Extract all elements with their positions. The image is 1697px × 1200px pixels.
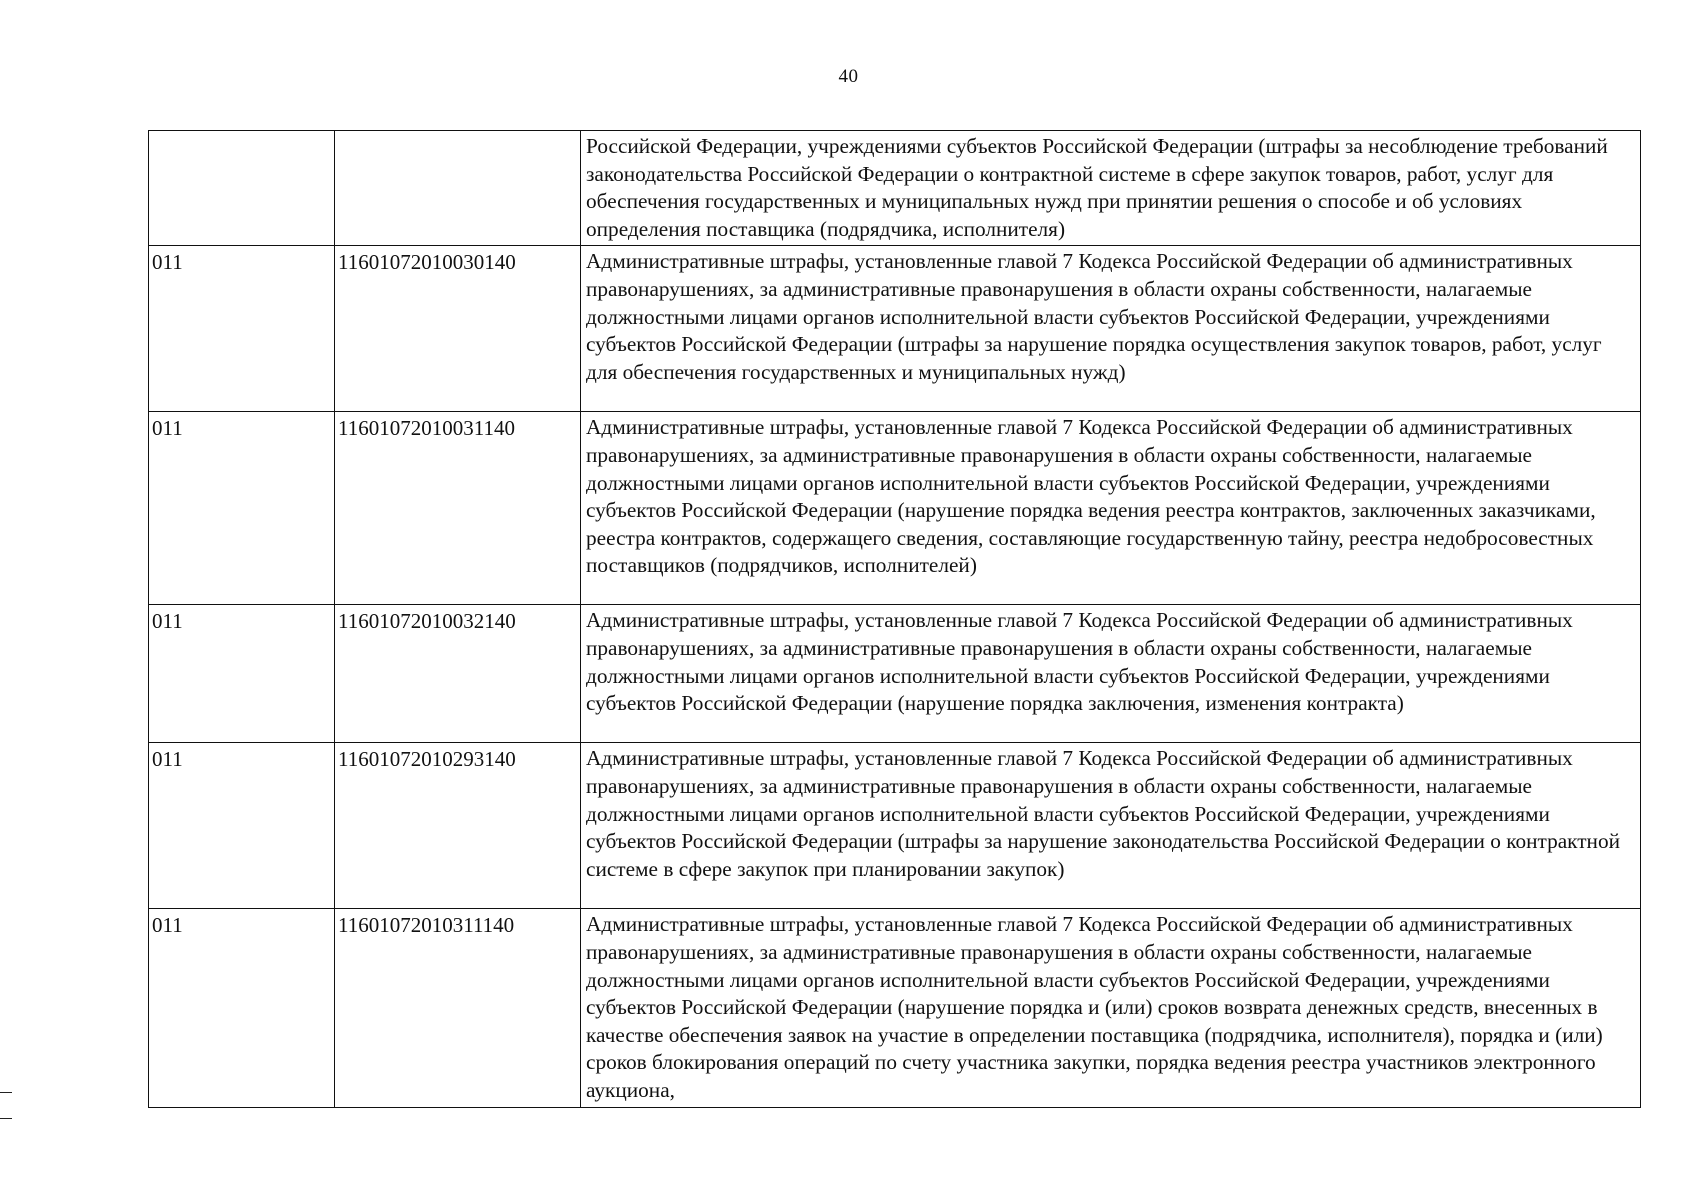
budget-codes-table [148,130,1641,1108]
budget-classification-code-cell: 11601072010311140 [335,909,581,1107]
table-row [149,743,1641,909]
revenue-description-cell: Административные штрафы, установленные главой 7 Кодекса Российской Федерации об административных правонарушениях, за административные правонарушения в области охраны собственности, налагаемые должностными лицами органов исполнительной власти субъектов Российской Федерации, учреждениями субъектов Российской Федерации (нарушение порядка ведения реестра контрактов, заключенных заказчиками, реестра контрактов, содержащего сведения, составляющие государственную тайну, реестра недобросовестных поставщиков (подрядчиков, исполнителей) [581,412,1641,605]
revenue-description-cell: Административные штрафы, установленные главой 7 Кодекса Российской Федерации об административных правонарушениях, за административные правонарушения в области охраны собственности, налагаемые должностными лицами органов исполнительной власти субъектов Российской Федерации, учреждениями субъектов Российской Федерации (штрафы за нарушение законодательства Российской Федерации о контрактной системе в сфере закупок при планировании закупок) [581,743,1641,909]
administrator-code-cell: 011 [149,909,335,1107]
revenue-description-cell: Административные штрафы, установленные главой 7 Кодекса Российской Федерации об административных правонарушениях, за административные правонарушения в области охраны собственности, налагаемые должностными лицами органов исполнительной власти субъектов Российской Федерации, учреждениями субъектов Российской Федерации (нарушение порядка и (или) сроков возврата денежных средств, внесенных в качестве обеспечения заявок на участие в определении поставщика (подрядчика, исполнителя), порядка и (или) сроков блокирования операций по счету участника закупки, порядка ведения реестра участников электронного аукциона, [581,909,1641,1107]
revenue-description-cell: Административные штрафы, установленные главой 7 Кодекса Российской Федерации об административных правонарушениях, за административные правонарушения в области охраны собственности, налагаемые должностными лицами органов исполнительной власти субъектов Российской Федерации, учреждениями субъектов Российской Федерации (нарушение порядка заключения, изменения контракта) [581,605,1641,743]
scan-margin-mark [0,1118,12,1119]
budget-classification-code-cell [335,131,581,246]
revenue-description-cell: Российской Федерации, учреждениями субъектов Российской Федерации (штрафы за несоблюдение требований законодательства Российской Федерации о контрактной системе в сфере закупок товаров, работ, услуг для обеспечения государственных и муниципальных нужд при принятии решения о способе и об условиях определения поставщика (подрядчика, исполнителя) [581,131,1641,246]
budget-classification-code-cell: 11601072010032140 [335,605,581,743]
administrator-code-cell [149,131,335,246]
administrator-code-cell: 011 [149,246,335,412]
table-row [149,412,1641,605]
revenue-description-cell: Административные штрафы, установленные главой 7 Кодекса Российской Федерации об административных правонарушениях, за административные правонарушения в области охраны собственности, налагаемые должностными лицами органов исполнительной власти субъектов Российской Федерации, учреждениями субъектов Российской Федерации (штрафы за нарушение порядка осуществления закупок товаров, работ, услуг для обеспечения государственных и муниципальных нужд) [581,246,1641,412]
budget-classification-code-cell: 11601072010030140 [335,246,581,412]
budget-classification-code-cell: 11601072010293140 [335,743,581,909]
administrator-code-cell: 011 [149,605,335,743]
budget-classification-code-cell: 11601072010031140 [335,412,581,605]
table-row [149,605,1641,743]
scan-margin-mark [0,1092,12,1093]
table-row [149,246,1641,412]
table-row [149,909,1641,1107]
administrator-code-cell: 011 [149,743,335,909]
administrator-code-cell: 011 [149,412,335,605]
table-row [149,131,1641,246]
page-number: 40 [838,66,859,87]
